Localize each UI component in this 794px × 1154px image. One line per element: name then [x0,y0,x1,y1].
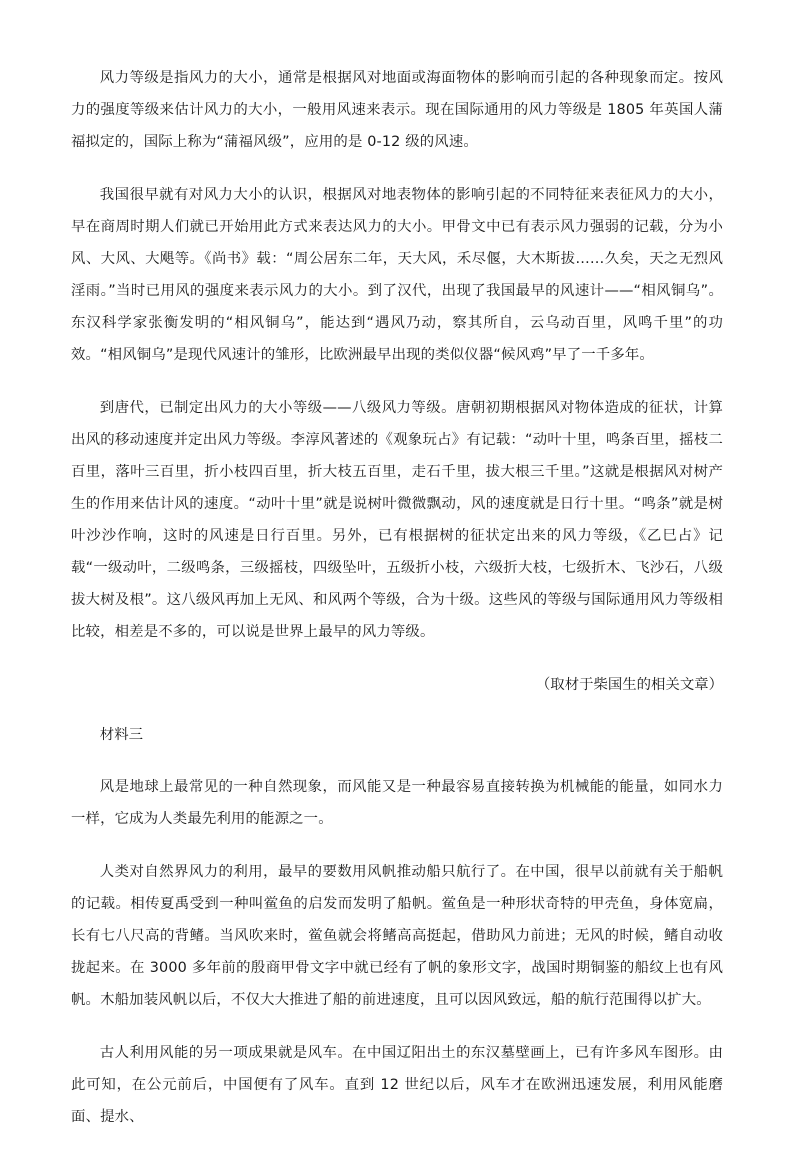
paragraph-wind-energy-intro: 风是地球上最常见的一种自然现象，而风能又是一种最容易直接转换为机械能的能量，如同水力一样，它成为人类最先利用的能源之一。 [71,779,723,827]
paragraph-wind-scale-definition: 风力等级是指风力的大小，通常是根据风对地面或海面物体的影响而引起的各种现象而定。按风力的强度等级来估计风力的大小，一般用风速来表示。现在国际通用的风力等级是 1805 年英国人蒲福拟定的，国际上称为“蒲福风级”，应用的是 0-12 级的风速。 [71,70,723,150]
paragraph-ancient-wind-knowledge: 我国很早就有对风力大小的认识，根据风对地表物体的影响引起的不同特征来表征风力的大小，早在商周时期人们就已开始用此方式来表达风力的大小。甲骨文中已有表示风力强弱的记载，分为小风、大风、大飓等。《尚书》载：“周公居东二年，天大风，禾尽偃，大木斯拔……久矣，天之无烈风淫雨。”当时已用风的强度来表示风力的大小。到了汉代，出现了我国最早的风速计——“相风铜乌”。东汉科学家张衡发明的“相风铜乌”，能达到“遇风乃动，察其所自，云乌动百里，风鸣千里”的功效。“相风铜乌”是现代风速计的雏形，比欧洲最早出现的类似仪器“候风鸡”早了一千多年。 [71,187,723,363]
document-page [71,62,723,1154]
source-attribution: （取材于柴国生的相关文章） [535,677,723,693]
paragraph-sail-history: 人类对自然界风力的利用，最早的要数用风帆推动船只航行了。在中国，很早以前就有关于船帆的记载。相传夏禹受到一种叫鲎鱼的启发而发明了船帆。鲎鱼是一种形状奇特的甲壳鱼，身体宽扁，长有七八尺高的背鳍。当风吹来时，鲎鱼就会将鳍高高挺起，借助风力前进；无风的时候，鳍自动收拢起来。在 3000 多年前的殷商甲骨文字中就已经有了帆的象形文字，战国时期铜鉴的船纹上也有风帆。木船加装风帆以后，不仅大大推进了船的前进速度，且可以因风致远，船的航行范围得以扩大。 [71,864,723,1008]
paragraph-windmill-history: 古人利用风能的另一项成果就是风车。在中国辽阳出土的东汉墓壁画上，已有许多风车图形。由此可知，在公元前后，中国便有了风车。直到 12 世纪以后，风车才在欧洲迅速发展，利用风能磨面、提水、 [71,1045,723,1125]
section-heading-material-three: 材料三 [99,727,143,743]
paragraph-tang-dynasty-wind-levels: 到唐代，已制定出风力的大小等级——八级风力等级。唐朝初期根据风对物体造成的征状，计算出风的移动速度并定出风力等级。李淳风著述的《观象玩占》有记载：“动叶十里，鸣条百里，摇枝二百里，落叶三百里，折小枝四百里，折大枝五百里，走石千里，拔大根三千里。”这就是根据风对树产生的作用来估计风的速度。“动叶十里”就是说树叶微微飘动，风的速度就是日行十里。“鸣条”就是树叶沙沙作响，这时的风速是日行百里。另外，已有根据树的征状定出来的风力等级，《乙巳占》记载“一级动叶，二级鸣条，三级摇枝，四级坠叶，五级折小枝，六级折大枝，七级折木、飞沙石，八级拔大树及根”。这八级风再加上无风、和风两个等级，合为十级。这些风的等级与国际通用风力等级相比较，相差是不多的，可以说是世界上最早的风力等级。 [71,400,723,640]
